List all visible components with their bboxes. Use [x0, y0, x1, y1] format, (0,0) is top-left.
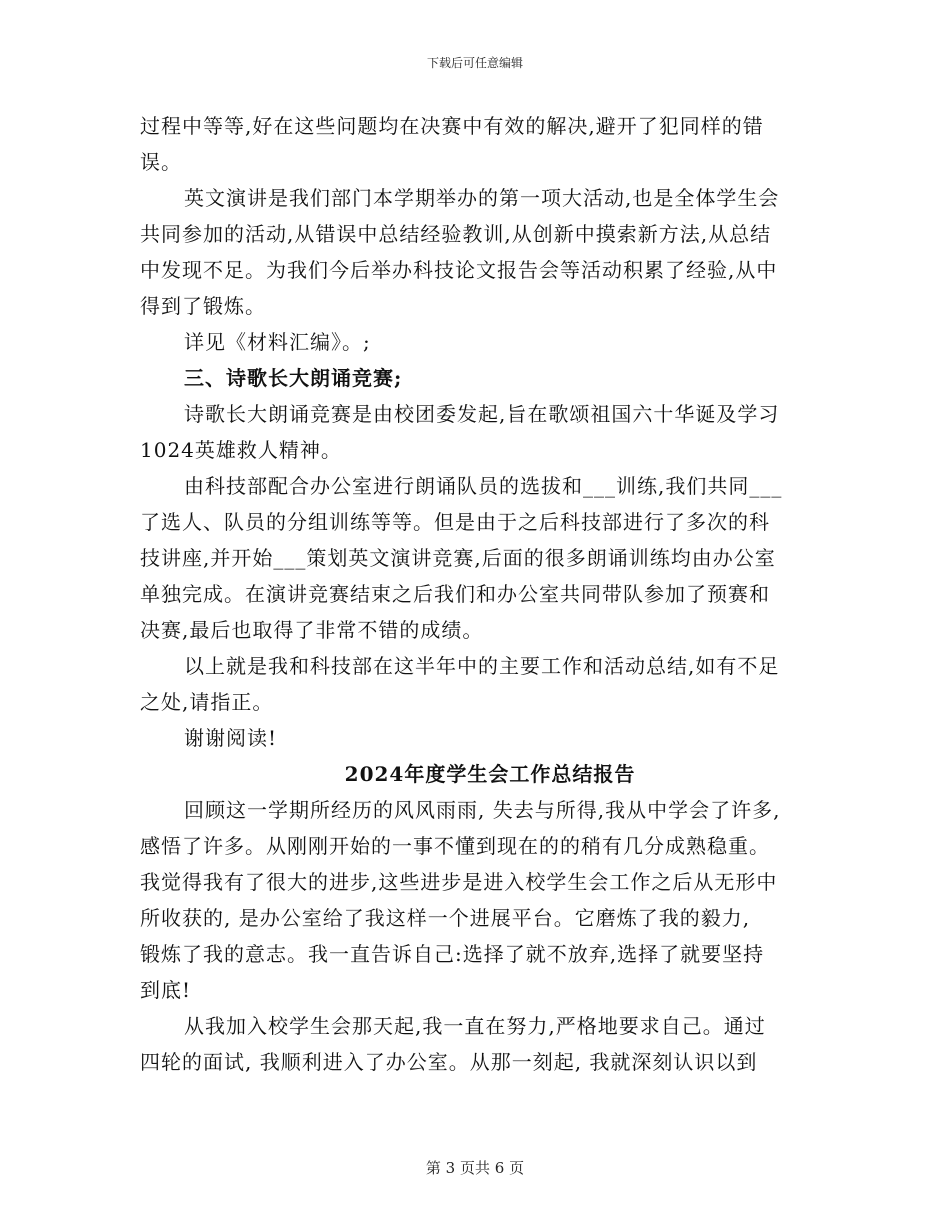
paragraph-line: 单独完成。在演讲竞赛结束之后我们和办公室共同带队参加了预赛和: [140, 582, 770, 606]
document-title: 2024年度学生会工作总结报告: [344, 762, 636, 786]
document-body: [140, 108, 820, 1080]
paragraph-line: 英文演讲是我们部门本学期举办的第一项大活动,也是全体学生会: [184, 186, 780, 210]
paragraph-line: 得到了锻炼。: [140, 294, 266, 318]
paragraph-line: 决赛,最后也取得了非常不错的成绩。: [140, 618, 484, 642]
paragraph-line: 感悟了许多。从刚刚开始的一事不懂到现在的的稍有几分成熟稳重。: [140, 834, 770, 858]
paragraph-line: 了选人、队员的分组训练等等。但是由于之后科技部进行了多次的科: [140, 510, 770, 534]
paragraph-line: 以上就是我和科技部在这半年中的主要工作和活动总结,如有不足: [184, 654, 780, 678]
paragraph-line: 从我加入校学生会那天起,我一直在努力,严格地要求自己。通过: [184, 1014, 766, 1038]
paragraph-line: 回顾这一学期所经历的风风雨雨, 失去与所得,我从中学会了许多,: [184, 798, 781, 822]
paragraph-line: 所收获的, 是办公室给了我这样一个进展平台。它磨炼了我的毅力,: [140, 906, 751, 930]
paragraph-line: 中发现不足。为我们今后举办科技论文报告会等活动积累了经验,从中: [140, 258, 778, 282]
page-header: 下载后可任意编辑: [426, 56, 523, 70]
paragraph-line: 技讲座,并开始___策划英文演讲竞赛,后面的很多朗诵训练均由办公室: [140, 546, 776, 570]
page-footer: 第 3 页共 6 页: [425, 1159, 525, 1177]
paragraph-line: 锻炼了我的意志。我一直告诉自己:选择了就不放弃,选择了就要坚持: [140, 942, 765, 966]
section-heading: 三、诗歌长大朗诵竞赛;: [184, 366, 403, 390]
paragraph-line: 详见《材料汇编》。;: [184, 330, 371, 354]
paragraph-line: 由科技部配合办公室进行朗诵队员的选拔和___训练,我们共同___: [184, 474, 783, 498]
paragraph-line: 四轮的面试, 我顺利进入了办公室。从那一刻起, 我就深刻认识以到: [140, 1050, 758, 1074]
paragraph-line: 到底!: [140, 978, 192, 1002]
paragraph-line: 我觉得我有了很大的进步,这些进步是进入校学生会工作之后从无形中: [140, 870, 778, 894]
paragraph-line: 之处,请指正。: [140, 690, 274, 714]
paragraph-line: 过程中等等,好在这些问题均在决赛中有效的解决,避开了犯同样的错: [140, 114, 764, 138]
paragraph-line: 谢谢阅读!: [184, 726, 278, 750]
paragraph-line: 1024英雄救人精神。: [140, 438, 342, 462]
paragraph-line: 诗歌长大朗诵竞赛是由校团委发起,旨在歌颂祖国六十华诞及学习: [184, 402, 780, 426]
paragraph-line: 共同参加的活动,从错误中总结经验教训,从创新中摸索新方法,从总结: [140, 222, 772, 246]
paragraph-line: 误。: [140, 150, 182, 174]
